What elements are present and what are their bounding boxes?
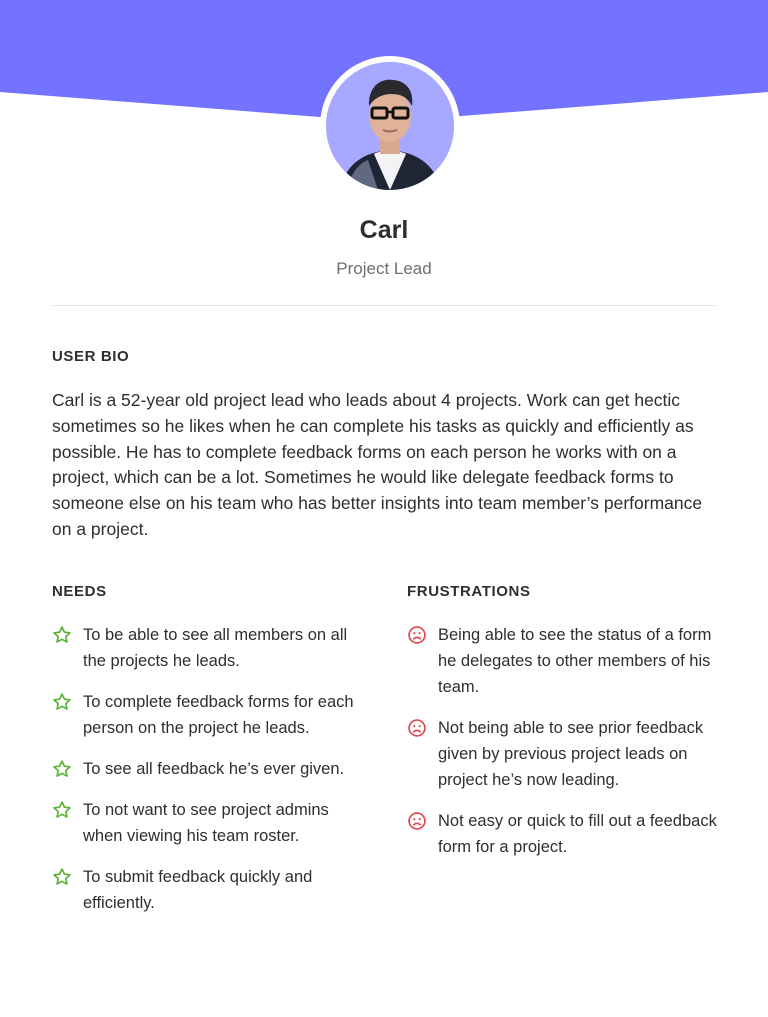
needs-item [52, 689, 372, 741]
avatar-photo [326, 62, 454, 190]
sad-face-icon [407, 625, 427, 645]
avatar [320, 56, 460, 196]
frustrations-heading: FRUSTRATIONS [407, 583, 531, 600]
sad-face-icon [407, 811, 427, 831]
needs-item [52, 864, 372, 916]
bio-heading: USER BIO [52, 348, 130, 365]
needs-item-text: To see all feedback he’s ever given. [83, 760, 345, 778]
frustrations-item [407, 622, 727, 700]
needs-item [52, 756, 372, 782]
star-icon [52, 867, 72, 887]
needs-heading: NEEDS [52, 583, 107, 600]
persona-role: Project Lead [336, 259, 432, 278]
star-icon [52, 692, 72, 712]
needs-item-text: To submit feedback quickly and efficiently. [83, 868, 313, 912]
frustrations-item [407, 715, 727, 793]
frustrations-list [407, 622, 727, 875]
star-icon [52, 800, 72, 820]
needs-item-text: To complete feedback forms for each person on the project he leads. [83, 693, 354, 737]
divider [52, 305, 716, 306]
sad-face-icon [407, 718, 427, 738]
needs-item-text: To not want to see project admins when viewing his team roster. [83, 801, 329, 845]
frustrations-item-text: Not easy or quick to fill out a feedback form for a project. [438, 812, 717, 856]
needs-item [52, 622, 372, 674]
needs-item [52, 797, 372, 849]
star-icon [52, 625, 72, 645]
persona-name: Carl [359, 216, 409, 244]
needs-item-text: To be able to see all members on all the projects he leads. [83, 626, 348, 670]
bio-text: Carl is a 52-year old project lead who leads about 4 projects. Work can get hectic sometimes so he likes when he can complete his tasks as quickly and efficiently as possible. He has to complete feedback forms on each person he works with on a project, which can be a lot. Sometimes he would like delegate feedback forms to someone else on his team who has better insights into team member’s performance on a project. [52, 390, 703, 539]
star-icon [52, 759, 72, 779]
frustrations-item-text: Being able to see the status of a form he delegates to other members of his team. [438, 626, 712, 696]
needs-list [52, 622, 372, 931]
frustrations-item [407, 808, 727, 860]
frustrations-item-text: Not being able to see prior feedback given by previous project leads on project he’s now leading. [438, 719, 704, 789]
